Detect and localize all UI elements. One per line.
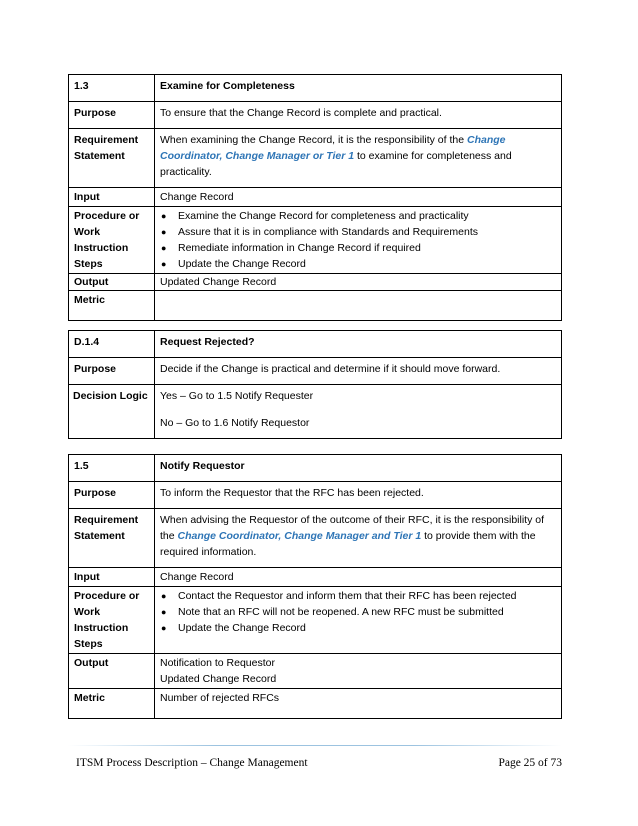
- step-id: 1.3: [69, 75, 155, 102]
- purpose-text: To ensure that the Change Record is complete and practical.: [155, 102, 562, 129]
- page-number: Page 25 of 73: [498, 757, 562, 769]
- list-item: ● Update the Change Record: [160, 620, 556, 636]
- table-row: [69, 654, 562, 689]
- metric-label: Metric: [69, 291, 155, 321]
- purpose-label: Purpose: [69, 102, 155, 129]
- list-item: ● Update the Change Record: [160, 256, 556, 272]
- requirement-text: When advising the Requestor of the outcome of their RFC, it is the responsibility of the Change Coordinator, Change Manager and Tier 1 to provide them with the required information.: [155, 509, 562, 568]
- table-row: [69, 568, 562, 587]
- footer-divider: [68, 745, 562, 746]
- step-id: D.1.4: [69, 331, 155, 358]
- table-row: [69, 331, 562, 358]
- table-notify-requestor: [68, 454, 562, 719]
- purpose-label: Purpose: [69, 358, 155, 385]
- metric-text: [155, 291, 562, 321]
- table-request-rejected: [68, 330, 562, 439]
- table-row: [69, 291, 562, 321]
- list-item: ● Note that an RFC will not be reopened. A new RFC must be submitted: [160, 604, 556, 620]
- input-text: Change Record: [155, 568, 562, 587]
- table-row: [69, 102, 562, 129]
- footer-title: ITSM Process Description – Change Management: [76, 757, 308, 769]
- step-title: Examine for Completeness: [155, 75, 562, 102]
- table-row: [69, 482, 562, 509]
- purpose-label: Purpose: [69, 482, 155, 509]
- output-text: Notification to Requestor Updated Change Record: [155, 654, 562, 689]
- table-row: [69, 385, 562, 439]
- table-row: [69, 689, 562, 719]
- output-text: Updated Change Record: [155, 274, 562, 291]
- metric-label: Metric: [69, 689, 155, 719]
- table-examine-completeness: [68, 74, 562, 321]
- table-row: [69, 75, 562, 102]
- output-label: Output: [69, 274, 155, 291]
- requirement-label: Requirement Statement: [69, 509, 155, 568]
- procedure-steps: [155, 207, 562, 274]
- procedure-label: Procedure or Work Instruction Steps: [69, 587, 155, 654]
- decision-logic-label: Decision Logic: [69, 385, 155, 439]
- table-row: [69, 274, 562, 291]
- table-row: [69, 509, 562, 568]
- table-row: [69, 587, 562, 654]
- table-row: [69, 455, 562, 482]
- table-row: [69, 129, 562, 188]
- step-title: Notify Requestor: [155, 455, 562, 482]
- step-id: 1.5: [69, 455, 155, 482]
- input-label: Input: [69, 568, 155, 587]
- list-item: ● Assure that it is in compliance with Standards and Requirements: [160, 224, 556, 240]
- purpose-text: Decide if the Change is practical and determine if it should move forward.: [155, 358, 562, 385]
- metric-text: Number of rejected RFCs: [155, 689, 562, 719]
- output-label: Output: [69, 654, 155, 689]
- list-item: ● Remediate information in Change Record if required: [160, 240, 556, 256]
- table-row: [69, 188, 562, 207]
- requirement-text: When examining the Change Record, it is the responsibility of the Change Coordinator, Change Manager or Tier 1 to examine for completeness and practicality.: [155, 129, 562, 188]
- step-title: Request Rejected?: [155, 331, 562, 358]
- requirement-label: Requirement Statement: [69, 129, 155, 188]
- list-item: ● Examine the Change Record for completeness and practicality: [160, 208, 556, 224]
- procedure-steps: [155, 587, 562, 654]
- table-row: [69, 207, 562, 274]
- list-item: ● Contact the Requestor and inform them that their RFC has been rejected: [160, 588, 556, 604]
- procedure-label: Procedure or Work Instruction Steps: [69, 207, 155, 274]
- input-text: Change Record: [155, 188, 562, 207]
- input-label: Input: [69, 188, 155, 207]
- decision-logic-text: Yes – Go to 1.5 Notify Requester No – Go to 1.6 Notify Requestor: [155, 385, 562, 439]
- table-row: [69, 358, 562, 385]
- purpose-text: To inform the Requestor that the RFC has been rejected.: [155, 482, 562, 509]
